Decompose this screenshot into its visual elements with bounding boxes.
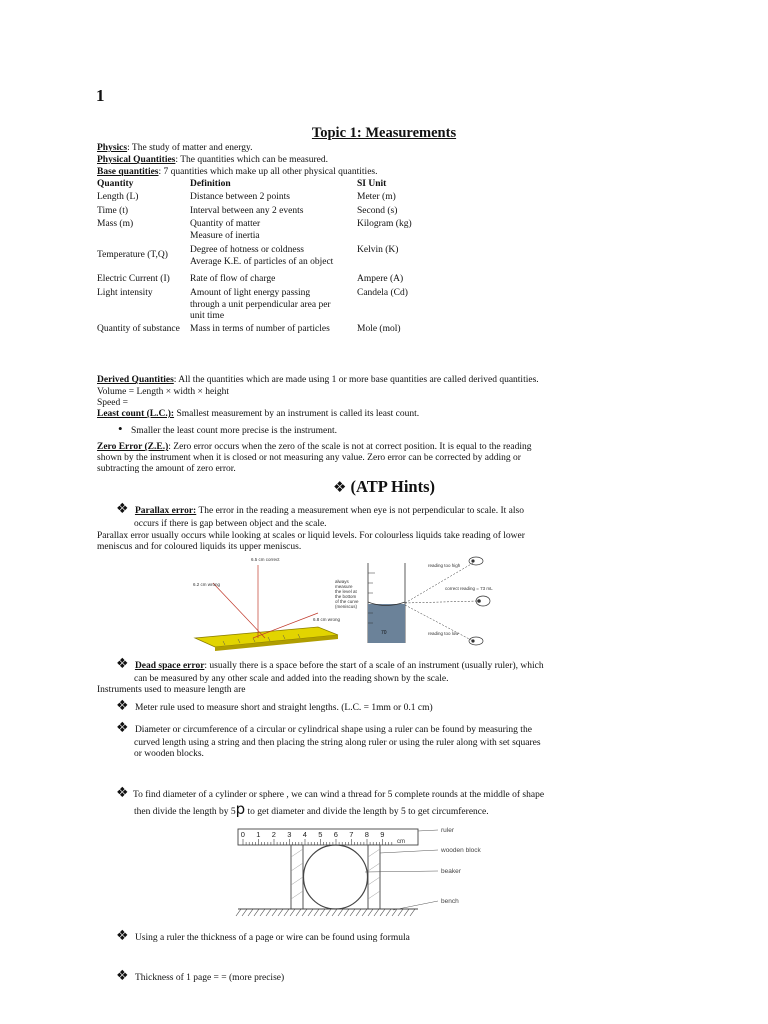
bench-hatch <box>236 909 415 916</box>
eye-icon <box>471 639 474 642</box>
table-cell: Degree of hotness or coldness Average K.E. of particles of an object <box>190 245 334 267</box>
hint-text: Thickness of 1 page = = (more precise) <box>134 973 285 983</box>
bench-hatch-line <box>362 909 367 916</box>
bench-hatch-line <box>404 909 409 916</box>
parallax-line: Parallax error usually occurs while looking at scales or liquid levels. For colourless liquids take reading of lower <box>97 531 525 541</box>
bench-hatch-line <box>356 909 361 916</box>
figure-label: ruler <box>441 827 455 834</box>
eye-icon <box>469 637 483 645</box>
figure-label: 6.8 cm wrong <box>313 617 341 622</box>
ruler-block-figure <box>233 827 503 919</box>
leader-line <box>380 850 438 853</box>
least-count-bullet <box>118 423 337 437</box>
bench-hatch-line <box>350 909 355 916</box>
parallax-hint <box>116 503 524 517</box>
table-cell: Light intensity <box>97 288 153 298</box>
def-text: Smallest measurement by an instrument is called its least count. <box>174 409 420 419</box>
bench-hatch-line <box>314 909 319 916</box>
ruler-number: 3 <box>287 830 292 839</box>
wooden-block <box>368 845 380 909</box>
diamond-icon: ❖ <box>116 968 129 984</box>
figure-label: always measure the level at the bottom of the curve (meniscus) <box>335 579 359 609</box>
table-cell: Candela (Cd) <box>357 288 408 298</box>
table-cell: Time (t) <box>97 206 129 216</box>
bench-hatch-line <box>278 909 283 916</box>
def-term: Derived Quantities <box>97 375 174 385</box>
bench-hatch-line <box>338 909 343 916</box>
parallax-line: occurs if there is gap between object and the scale. <box>134 519 327 529</box>
atp-heading <box>0 477 768 497</box>
ruler-number: 5 <box>318 830 323 839</box>
eye-icon <box>477 599 481 603</box>
table-cell: Amount of light energy passing through a unit perpendicular area per unit time <box>190 288 331 321</box>
table-row <box>97 324 412 338</box>
figure-label: beaker <box>441 868 461 875</box>
page-thickness-hint <box>116 970 284 984</box>
diameter-hint <box>116 722 532 736</box>
def-text: : The study of matter and energy. <box>127 143 253 153</box>
diameter-line: or wooden blocks. <box>134 749 204 759</box>
hint-text: then divide the length by 5 <box>134 807 236 817</box>
pi-symbol: p <box>235 800 246 818</box>
table-cell: Second (s) <box>357 206 398 216</box>
diamond-icon: ❖ <box>332 478 347 496</box>
table-cell: Distance between 2 points <box>190 192 290 202</box>
ruler-number: 7 <box>349 830 354 839</box>
zero-error-line: shown by the instrument when it is closed or not measuring any value. Zero error can be corrected by adding or <box>97 453 521 463</box>
leader-line <box>418 830 438 831</box>
thread-line <box>134 800 489 818</box>
hint-text: to get diameter and divide the length by 5 to get circumference. <box>245 807 489 817</box>
bench-hatch-line <box>374 909 379 916</box>
diamond-icon: ❖ <box>116 928 129 944</box>
bench-hatch-line <box>284 909 289 916</box>
bench-hatch-line <box>248 909 253 916</box>
bench-hatch-line <box>398 909 403 916</box>
bench-hatch-line <box>380 909 385 916</box>
ruler-number: 6 <box>333 830 338 839</box>
bench-hatch-line <box>242 909 247 916</box>
derived-quantities <box>97 374 539 386</box>
def-physics <box>97 142 253 154</box>
table-cell: Mole (mol) <box>357 324 401 334</box>
ruler-number: 2 <box>271 830 276 839</box>
def-term: Physics <box>97 143 128 153</box>
bench-hatch-line <box>266 909 271 916</box>
figure-label: reading too high <box>428 563 461 568</box>
wooden-block <box>291 845 303 909</box>
page-number: 1 <box>96 86 105 105</box>
zero-error-line: subtracting the amount of zero error. <box>97 464 236 474</box>
sight-line <box>405 563 473 603</box>
sight-line <box>405 601 478 603</box>
eye-icon <box>471 559 474 562</box>
bench-hatch-line <box>236 909 241 916</box>
table-header: Definition <box>190 179 231 189</box>
parallax-line: meniscus and for coloured liquids its upper meniscus. <box>97 542 302 552</box>
table-cell: Quantity of matter Measure of inertia <box>190 219 261 241</box>
figure-label: bench <box>441 898 459 905</box>
table-cell: Rate of flow of charge <box>190 274 276 284</box>
ruler-number: 0 <box>240 830 245 839</box>
table-row <box>97 206 412 219</box>
table-cell: Temperature (T,Q) <box>97 250 168 260</box>
diamond-icon: ❖ <box>116 501 129 517</box>
def-term: Physical Quantities <box>97 155 176 165</box>
thread-hint <box>116 787 544 801</box>
table-cell: Kelvin (K) <box>357 245 399 255</box>
table-cell: Quantity of substance <box>97 324 180 334</box>
table-header: SI Unit <box>357 179 387 189</box>
table-cell: Electric Current (I) <box>97 274 170 284</box>
diamond-icon: ❖ <box>116 698 129 714</box>
figure-label: 70 <box>381 630 387 636</box>
bullet-text: Smaller the least count more precise is the instrument. <box>130 426 337 436</box>
hint-text: Using a ruler the thickness of a page or wire can be found using formula <box>134 933 410 943</box>
bench-hatch-line <box>344 909 349 916</box>
bench-hatch-line <box>368 909 373 916</box>
def-text: : usually there is a space before the start of a scale of an instrument (usually ruler), which <box>204 661 544 671</box>
bench-hatch-line <box>290 909 295 916</box>
bench-hatch-line <box>410 909 415 916</box>
thickness-hint <box>116 930 410 944</box>
table-cell: Length (L) <box>97 192 139 202</box>
beaker-circle <box>304 845 368 909</box>
table-row <box>97 288 412 324</box>
table-row <box>97 192 412 206</box>
sight-line <box>213 583 265 638</box>
figure-label: 6.5 cm correct <box>251 557 280 562</box>
def-text: : The quantities which can be measured. <box>175 155 328 165</box>
meter-rule-hint <box>116 700 433 714</box>
liquid <box>368 604 405 643</box>
base-quantities-table <box>97 179 412 338</box>
def-text: : All the quantities which are made using 1 or more base quantities are called derived quantities. <box>173 375 539 385</box>
hint-text: Diameter or circumference of a circular or cylindrical shape using a ruler can be found by measuring the <box>134 725 532 735</box>
table-cell: Meter (m) <box>357 192 396 202</box>
table-row <box>97 274 412 288</box>
diameter-line: curved length using a string and then placing the string along ruler or using the ruler along with set squares <box>134 738 541 748</box>
bench-hatch-line <box>296 909 301 916</box>
table-cell: Ampere (A) <box>357 274 404 284</box>
figure-label: reading too low <box>428 631 459 636</box>
least-count <box>97 408 419 420</box>
volume-formula: Volume = Length × width × height <box>97 387 229 397</box>
bench-hatch-line <box>326 909 331 916</box>
ruler-number: 8 <box>364 830 369 839</box>
bench-hatch-line <box>254 909 259 916</box>
def-term: Zero Error (Z.E.) <box>97 442 169 452</box>
table-header: Quantity <box>97 179 134 189</box>
table-cell: Mass (m) <box>97 219 134 229</box>
def-term: Least count (L.C.): <box>97 409 175 419</box>
dead-space-line: Instruments used to measure length are <box>97 685 246 695</box>
speed-formula: Speed = <box>97 398 128 408</box>
bench-hatch-line <box>320 909 325 916</box>
def-text: : Zero error occurs when the zero of the scale is not at correct position. It is equal to the reading <box>168 442 532 452</box>
diamond-icon: ❖ <box>116 656 129 672</box>
hint-text: Meter rule used to measure short and straight lengths. (L.C. = 1mm or 0.1 cm) <box>134 703 433 713</box>
def-text: The error in the reading a measurement when eye is not perpendicular to scale. It also <box>196 506 524 516</box>
ruler-unit: cm <box>397 839 405 845</box>
def-term: Base quantities <box>97 167 159 177</box>
def-term: Parallax error: <box>134 506 197 516</box>
page-title: Topic 1: Measurements <box>311 125 457 141</box>
hint-text: To find diameter of a cylinder or sphere , we can wind a thread for 5 complete rounds at the middle of shape <box>132 790 545 800</box>
bench-hatch-line <box>386 909 391 916</box>
table-header-row <box>97 179 412 192</box>
eye-icon <box>469 557 483 565</box>
diamond-icon: ❖ <box>116 720 129 736</box>
bench-hatch-line <box>260 909 265 916</box>
diamond-icon: ❖ <box>116 785 129 801</box>
def-base-quantities <box>97 166 377 178</box>
parallax-figure <box>183 553 506 653</box>
ruler-number: 9 <box>380 830 385 839</box>
bench-hatch-line <box>308 909 313 916</box>
figure-label: wooden block <box>441 847 481 854</box>
table-row <box>97 245 412 274</box>
figure-label: correct reading = 73 mL <box>445 586 493 591</box>
bench-hatch-line <box>302 909 307 916</box>
table-row <box>97 219 412 245</box>
def-text: : 7 quantities which make up all other physical quantities. <box>158 167 378 177</box>
bench-hatch-line <box>272 909 277 916</box>
table-cell: Kilogram (kg) <box>357 219 412 229</box>
dead-space-line: can be measured by any other scale and added into the reading shown by the scale. <box>134 674 449 684</box>
dead-space-hint <box>116 658 544 672</box>
figure-label: 6.2 cm wrong <box>193 582 221 587</box>
table-cell: Interval between any 2 events <box>190 206 304 216</box>
def-physical-quantities <box>97 154 328 166</box>
def-term: Dead space error <box>134 661 205 671</box>
atp-heading-text: (ATP Hints) <box>350 477 436 496</box>
bullet-icon: • <box>118 421 123 436</box>
bench-hatch-line <box>392 909 397 916</box>
ruler-number: 4 <box>302 830 307 839</box>
bench-hatch-line <box>332 909 337 916</box>
ruler-number: 1 <box>256 830 261 839</box>
table-cell: Mass in terms of number of particles <box>190 324 330 334</box>
